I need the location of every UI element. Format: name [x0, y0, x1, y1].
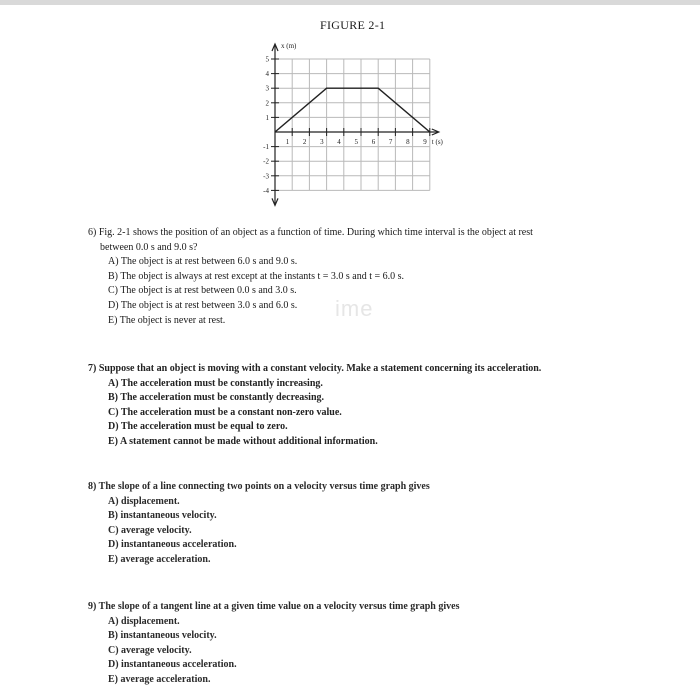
y-tick-label: 5: [265, 55, 269, 64]
question-9: [88, 600, 648, 688]
question-8: [88, 480, 648, 568]
x-tick-label: 9: [423, 138, 427, 146]
graph-axes: [272, 44, 439, 205]
position-time-graph: [0, 0, 700, 230]
y-tick-label: -2: [263, 157, 269, 166]
question-6: [88, 226, 648, 328]
option-d: D) The acceleration must be equal to zero.: [108, 421, 288, 433]
question-stem: 9) The slope of a tangent line at a given time value on a velocity versus time graph gives: [88, 601, 460, 612]
options-list: [88, 377, 648, 450]
option-a: A) displacement.: [108, 495, 180, 507]
position-line: [275, 88, 430, 132]
option-e: E) A statement cannot be made without additional information.: [108, 435, 378, 447]
x-tick-label: 4: [337, 138, 341, 146]
y-tick-label: -4: [263, 186, 269, 195]
question-stem: 7) Suppose that an object is moving with a constant velocity. Make a statement concerning its acceleration.: [88, 363, 542, 374]
option-c: C) The acceleration must be a constant non-zero value.: [108, 406, 342, 418]
option-d: D) The object is at rest between 3.0 s and 6.0 s.: [108, 299, 298, 311]
y-tick-label: 2: [265, 99, 269, 108]
option-a: A) The object is at rest between 6.0 s and 9.0 s.: [108, 256, 298, 268]
option-e: E) The object is never at rest.: [108, 314, 226, 326]
graph-ticks: [263, 56, 430, 195]
options-list: [88, 255, 648, 328]
option-b: B) The acceleration must be constantly decreasing.: [108, 392, 325, 404]
options-list: [88, 615, 648, 688]
y-tick-label: 4: [265, 70, 269, 79]
y-tick-label: 3: [265, 84, 269, 93]
option-c: C) average velocity.: [108, 644, 192, 656]
option-e: E) average acceleration.: [108, 673, 211, 685]
y-axis-label: x (m): [281, 42, 297, 50]
option-e: E) average acceleration.: [108, 553, 211, 565]
option-a: A) displacement.: [108, 615, 180, 627]
question-7: [88, 362, 648, 450]
x-tick-label: 7: [388, 138, 393, 146]
y-tick-label: -3: [263, 172, 269, 181]
x-tick-label: 8: [406, 138, 410, 146]
option-c: C) average velocity.: [108, 524, 192, 536]
option-c: C) The object is at rest between 0.0 s and 3.0 s.: [108, 285, 297, 297]
y-tick-label: 1: [265, 113, 269, 122]
x-tick-label: 5: [354, 138, 358, 146]
x-tick-label: 1: [285, 138, 290, 146]
watermark: ime: [335, 296, 374, 321]
option-b: B) instantaneous velocity.: [108, 630, 217, 642]
options-list: [88, 495, 648, 568]
option-d: D) instantaneous acceleration.: [108, 539, 237, 551]
x-tick-label: 3: [320, 138, 324, 146]
figure-title: FIGURE 2-1: [320, 18, 386, 32]
graph-grid: [275, 59, 430, 190]
option-a: A) The acceleration must be constantly increasing.: [108, 377, 323, 389]
question-stem: 6) Fig. 2-1 shows the position of an object as a function of time. During which time interval is the object at rest between 0.0 s and 9.0 s?: [88, 227, 533, 253]
x-tick-label: 6: [371, 138, 376, 146]
x-axis-label: t (s): [431, 138, 443, 146]
option-b: B) The object is always at rest except at the instants t = 3.0 s and t = 6.0 s.: [108, 270, 405, 282]
option-b: B) instantaneous velocity.: [108, 510, 217, 522]
x-tick-label: 2: [302, 138, 307, 146]
option-d: D) instantaneous acceleration.: [108, 659, 237, 671]
question-stem: 8) The slope of a line connecting two points on a velocity versus time graph gives: [88, 481, 430, 492]
y-tick-label: -1: [263, 143, 269, 152]
